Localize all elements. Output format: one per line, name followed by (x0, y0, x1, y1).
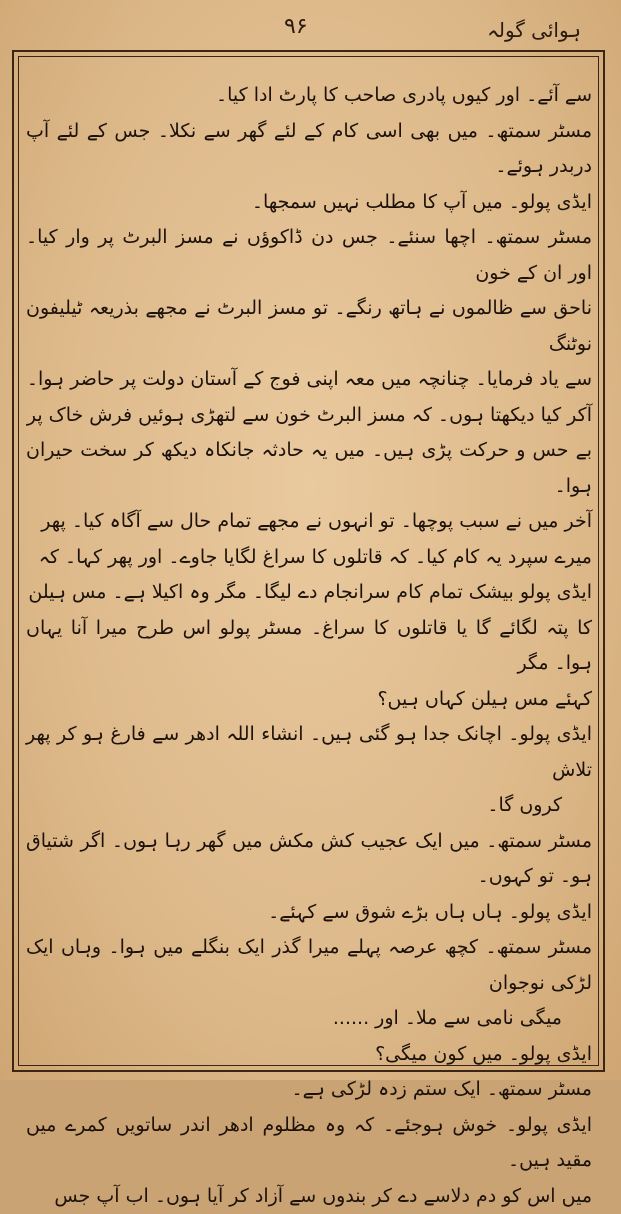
page-header (0, 6, 621, 46)
text-line: بے حس و حرکت پڑی ہیں۔ میں یہ حادثہ جانکاہ دیکھ کر سخت حیران ہوا۔ (26, 433, 592, 504)
text-line: میگی نامی سے ملا۔ اور ...... (26, 1001, 592, 1037)
text-line: کہئے مس ہیلن کہاں ہیں؟ (26, 682, 592, 718)
text-line: ایڈی پولو۔ میں کون میگی؟ (26, 1037, 592, 1073)
text-line: مسٹر سمتھ۔ میں بھی اسی کام کے لئے گھر سے نکلا۔ جس کے لئے آپ دربدر ہوئے۔ (26, 114, 592, 185)
text-line: آکر کیا دیکھتا ہوں۔ کہ مسز البرٹ خون سے لتھڑی ہوئیں فرش خاک پر (26, 398, 592, 434)
text-line: ایڈی پولو۔ ہاں ہاں بڑے شوق سے کہئے۔ (26, 895, 592, 931)
text-line: سے یاد فرمایا۔ چنانچہ میں معہ اپنی فوج کے آستان دولت پر حاضر ہوا۔ (26, 362, 592, 398)
text-line: ایڈی پولو۔ اچانک جدا ہو گئی ہیں۔ انشاء اللہ ادھر سے فارغ ہو کر پھر تلاش (26, 717, 592, 788)
text-line: کا پتہ لگائے گا یا قاتلوں کا سراغ۔ مسٹر پولو اس طرح میرا آنا یہاں ہوا۔ مگر (26, 611, 592, 682)
text-line: سے آئے۔ اور کیوں پادری صاحب کا پارٹ ادا کیا۔ (26, 78, 592, 114)
text-line: ایڈی پولو۔ خوش ہوجئے۔ کہ وہ مظلوم ادھر اندر ساتویں کمرے میں مقید ہیں۔ (26, 1108, 592, 1179)
text-line: میں اس کو دم دلاسے دے کر بندوں سے آزاد کر آیا ہوں۔ اب آپ جس (26, 1179, 592, 1214)
text-line: مسٹر سمتھ۔ ایک ستم زدہ لڑکی ہے۔ (26, 1072, 592, 1108)
text-line: کروں گا۔ (26, 788, 592, 824)
body-text (26, 78, 592, 1214)
text-line: ناحق سے ظالموں نے ہاتھ رنگے۔ تو مسز البرٹ نے مجھے بذریعہ ٹیلیفون نوٹنگ (26, 291, 592, 362)
text-line: ایڈی پولو بیشک تمام کام سرانجام دے لیگا۔ مگر وہ اکیلا ہے۔ مس ہیلن (26, 575, 592, 611)
text-line: آخر میں نے سبب پوچھا۔ تو انہوں نے مجھے تمام حال سے آگاہ کیا۔ پھر (26, 504, 592, 540)
text-line: مسٹر سمتھ۔ کچھ عرصہ پہلے میرا گذر ایک بنگلے میں ہوا۔ وہاں ایک لڑکی نوجوان (26, 930, 592, 1001)
text-line: مسٹر سمتھ۔ میں ایک عجیب کش مکش میں گھر رہا ہوں۔ اگر شتیاق ہو۔ تو کہوں۔ (26, 824, 592, 895)
text-line: میرے سپرد یہ کام کیا۔ کہ قاتلوں کا سراغ لگایا جاوے۔ اور پھر کہا۔ کہ (26, 540, 592, 576)
text-line: ایڈی پولو۔ میں آپ کا مطلب نہیں سمجھا۔ (26, 185, 592, 221)
running-head: ہوائی گولہ (487, 18, 581, 42)
page-number: ۹۶ (284, 14, 308, 39)
text-line: مسٹر سمتھ۔ اچھا سنئے۔ جس دن ڈاکوؤں نے مسز البرٹ پر وار کیا۔ اور ان کے خون (26, 220, 592, 291)
